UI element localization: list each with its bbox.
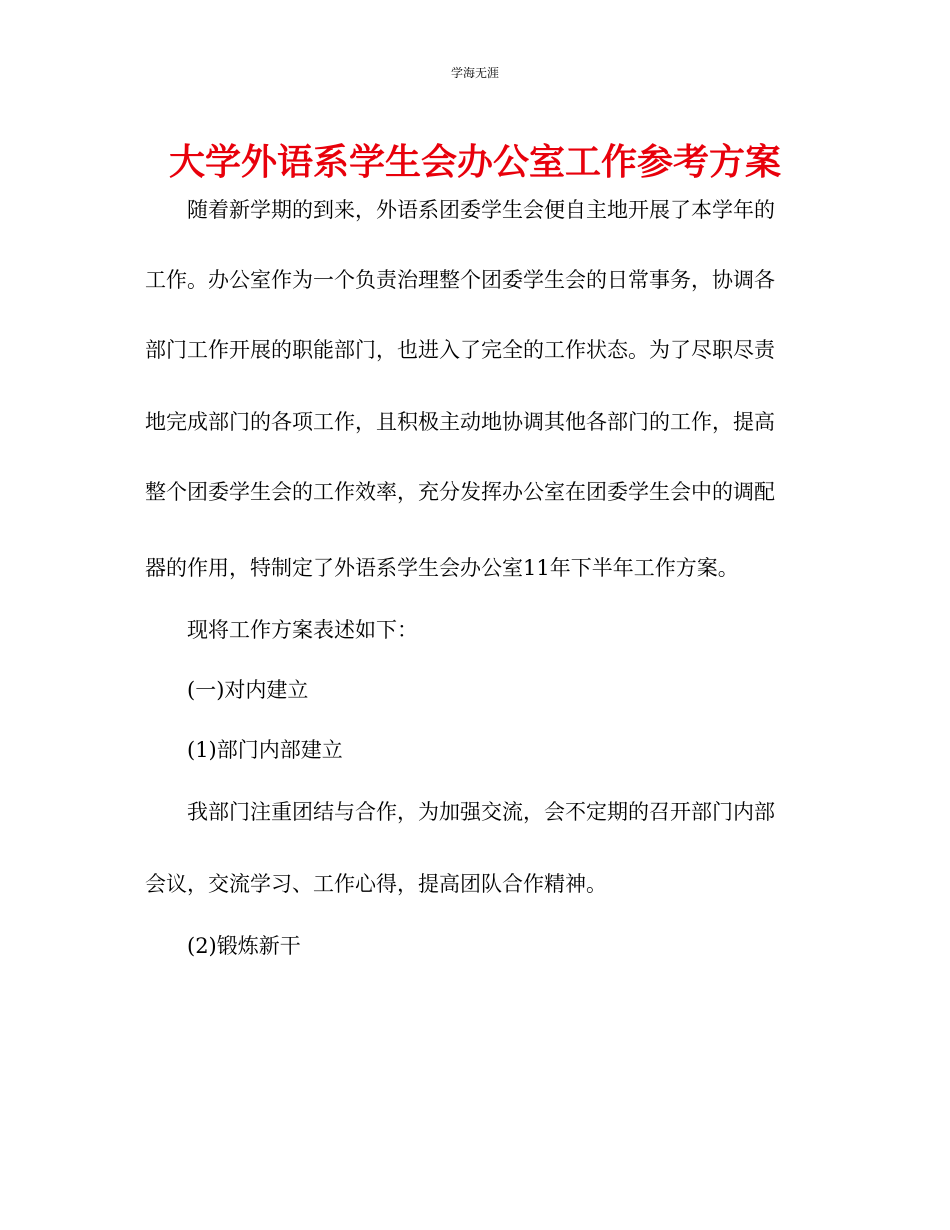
paragraph-line: 器的作用，特制定了外语系学生会办公室11年下半年工作方案。 xyxy=(145,556,739,580)
page-header: 学海无涯 xyxy=(450,66,499,80)
section-heading: (一)对内建立 xyxy=(187,678,309,702)
paragraph-line: 随着新学期的到来，外语系团委学生会便自主地开展了本学年的 xyxy=(187,198,775,222)
document-title: 大学外语系学生会办公室工作参考方案 xyxy=(168,142,781,183)
paragraph-line: 部门工作开展的职能部门，也进入了完全的工作状态。为了尽职尽责 xyxy=(145,338,775,362)
paragraph-line: 会议，交流学习、工作心得，提高团队合作精神。 xyxy=(145,872,607,896)
paragraph-line: 我部门注重团结与合作，为加强交流，会不定期的召开部门内部 xyxy=(187,800,775,824)
subsection-heading: (2)锻炼新干 xyxy=(187,934,301,958)
paragraph-line: 现将工作方案表述如下： xyxy=(187,618,418,642)
paragraph-line: 地完成部门的各项工作，且积极主动地协调其他各部门的工作，提高 xyxy=(145,410,775,434)
subsection-heading: (1)部门内部建立 xyxy=(187,738,343,762)
paragraph-line: 工作。办公室作为一个负责治理整个团委学生会的日常事务，协调各 xyxy=(145,268,775,292)
paragraph-line: 整个团委学生会的工作效率，充分发挥办公室在团委学生会中的调配 xyxy=(145,480,775,504)
